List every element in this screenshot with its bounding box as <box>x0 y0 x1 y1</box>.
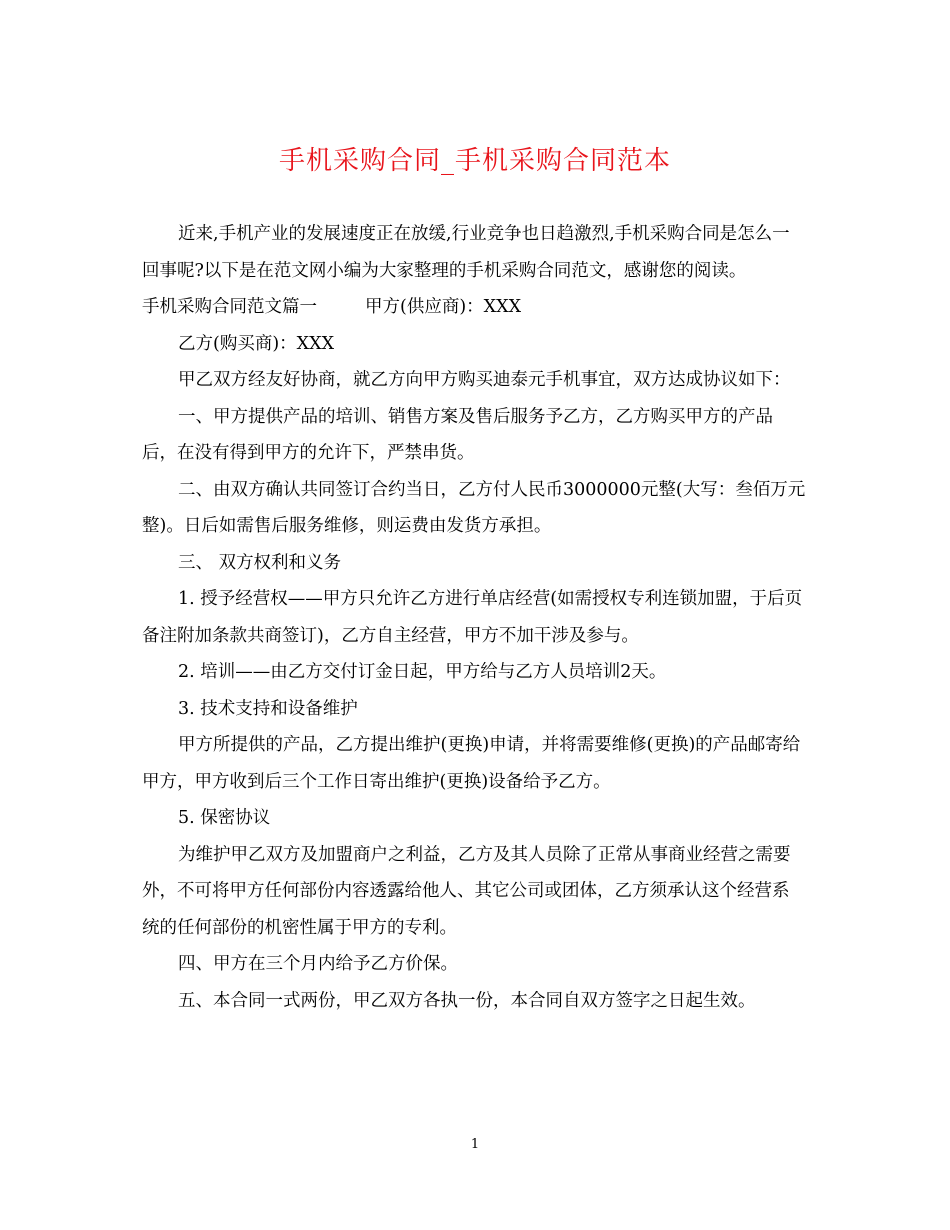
section-heading-line <box>142 289 806 326</box>
item-2: 2. 培训——由乙方交付订金日起，甲方给与乙方人员培训2天。 <box>178 662 667 682</box>
section-heading: 手机采购合同范文篇一 <box>142 297 317 317</box>
party-a: 甲方(供应商)：XXX <box>365 297 522 317</box>
clause-4: 四、甲方在三个月内给予乙方价保。 <box>178 954 458 974</box>
agreement-intro: 甲乙双方经友好协商，就乙方向甲方购买迪泰元手机事宜，双方达成协议如下： <box>178 370 791 390</box>
clause-2: 二、由双方确认共同签订合约当日，乙方付人民币3000000元整(大写：叁佰万元整)。日后如需售后服务维修，则运费由发货方承担。 <box>142 479 806 536</box>
clause-1: 一、甲方提供产品的培训、销售方案及售后服务予乙方，乙方购买甲方的产品后，在没有得到甲方的允许下，严禁串货。 <box>142 406 773 463</box>
clause-3: 三、 双方权利和义务 <box>178 552 342 573</box>
document-body <box>142 216 806 1019</box>
page-number: 1 <box>470 1137 480 1152</box>
item-5: 5. 保密协议 <box>178 808 271 828</box>
intro-paragraph: 近来,手机产业的发展速度正在放缓,行业竞争也日趋激烈,手机采购合同是怎么一回事呢?以下是在范文网小编为大家整理的手机采购合同范文，感谢您的阅读。 <box>142 224 790 281</box>
clause-5: 五、本合同一式两份，甲乙双方各执一份，本合同自双方签字之日起生效。 <box>178 990 756 1011</box>
item-3-text: 甲方所提供的产品，乙方提出维护(更换)申请，并将需要维修(更换)的产品邮寄给甲方，甲方收到后三个工作日寄出维护(更换)设备给予乙方。 <box>142 735 801 792</box>
item-1: 1. 授予经营权——甲方只允许乙方进行单店经营(如需授权专利连锁加盟，于后页备注附加条款共商签订)，乙方自主经营，甲方不加干涉及参与。 <box>142 589 803 646</box>
item-5-text: 为维护甲乙双方及加盟商户之利益，乙方及其人员除了正常从事商业经营之需要外，不可将甲方任何部份内容透露给他人、其它公司或团体，乙方须承认这个经营系统的任何部份的机密性属于甲方的专利。 <box>142 844 791 938</box>
item-3: 3. 技术支持和设备维护 <box>178 698 358 719</box>
document-title: 手机采购合同_手机采购合同范本 <box>278 146 671 176</box>
party-b: 乙方(购买商)：XXX <box>178 333 335 354</box>
